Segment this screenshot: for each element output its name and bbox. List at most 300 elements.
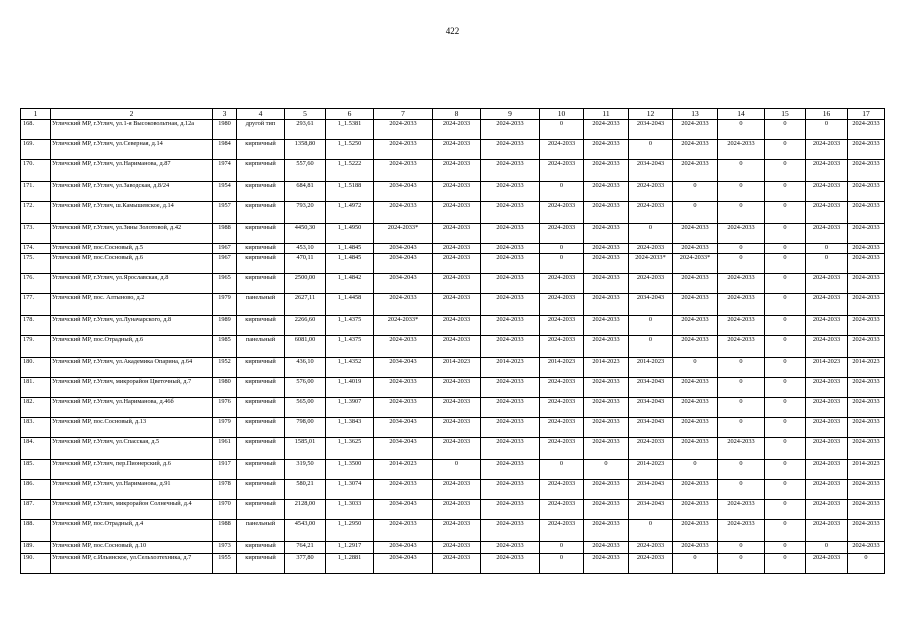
table-cell: 2024-2033 bbox=[433, 336, 481, 358]
table-cell: 0 bbox=[718, 418, 765, 438]
table-cell: 2024-2033 bbox=[673, 378, 718, 398]
column-header: 9 bbox=[481, 109, 540, 120]
table-cell: 1_1.4972 bbox=[326, 202, 374, 224]
table-cell: 2024-2033 bbox=[433, 160, 481, 182]
table-cell: 2024-2033 bbox=[540, 418, 584, 438]
row-number-cell: 168. bbox=[21, 120, 51, 140]
table-cell: 2024-2033 bbox=[481, 378, 540, 398]
column-header: 2 bbox=[51, 109, 213, 120]
table-cell: 2034-2043 bbox=[374, 542, 433, 554]
table-cell: 2014-2023 bbox=[374, 460, 433, 480]
column-header: 3 bbox=[213, 109, 237, 120]
table-cell: 0 bbox=[765, 378, 806, 398]
table-cell: 2024-2033 bbox=[540, 140, 584, 160]
table-cell: 2024-2033 bbox=[433, 182, 481, 202]
column-header: 17 bbox=[848, 109, 885, 120]
table-cell: 2024-2033 bbox=[374, 120, 433, 140]
table-cell: 2014-2023 bbox=[584, 358, 629, 378]
table-cell: 0 bbox=[806, 244, 848, 254]
table-cell: 2024-2033 bbox=[584, 224, 629, 244]
table-cell: 1985 bbox=[213, 336, 237, 358]
table-cell: кирпичный bbox=[237, 244, 285, 254]
table-cell: 2024-2033 bbox=[374, 160, 433, 182]
address-cell: Угличский МР, г.Углич, ш.Камышевское, д.14 bbox=[51, 202, 213, 224]
table-cell: 1967 bbox=[213, 254, 237, 274]
table-cell: 2014-2023 bbox=[848, 358, 885, 378]
table-cell: 2034-2043 bbox=[629, 480, 673, 500]
table-cell: 436,10 bbox=[285, 358, 326, 378]
table-cell: 2024-2033 bbox=[806, 398, 848, 418]
table-cell: 0 bbox=[765, 254, 806, 274]
table-cell: 2266,60 bbox=[285, 316, 326, 336]
table-cell: 2024-2033 bbox=[584, 336, 629, 358]
table-cell: 0 bbox=[765, 140, 806, 160]
row-number-cell: 188. bbox=[21, 520, 51, 542]
table-row bbox=[21, 500, 885, 520]
table-row bbox=[21, 520, 885, 542]
table-cell: 0 bbox=[718, 182, 765, 202]
table-cell: 2024-2033 bbox=[848, 120, 885, 140]
table-row bbox=[21, 254, 885, 274]
table-cell: 2024-2033 bbox=[540, 480, 584, 500]
table-cell: 2024-2033 bbox=[481, 224, 540, 244]
table-row bbox=[21, 224, 885, 244]
table-cell: 0 bbox=[673, 554, 718, 574]
table-cell: 0 bbox=[673, 202, 718, 224]
table-cell: 2024-2033 bbox=[374, 336, 433, 358]
table-row bbox=[21, 336, 885, 358]
table-row bbox=[21, 358, 885, 378]
table-cell: 2024-2033* bbox=[673, 254, 718, 274]
table-cell: 0 bbox=[765, 418, 806, 438]
table-cell: 2024-2033 bbox=[481, 182, 540, 202]
address-cell: Угличский МР, г.Углич, микрорайон Солнечный, д.4 bbox=[51, 500, 213, 520]
address-cell: Угличский МР, г.Углич, ул.1-я Высоковольтная, д.12а bbox=[51, 120, 213, 140]
table-cell: 2034-2043 bbox=[374, 244, 433, 254]
table-cell: 2024-2033 bbox=[584, 140, 629, 160]
column-header: 4 bbox=[237, 109, 285, 120]
table-cell: 2024-2033 bbox=[584, 418, 629, 438]
table-cell: 0 bbox=[718, 480, 765, 500]
table-cell: 2024-2033 bbox=[848, 542, 885, 554]
table-cell: 0 bbox=[765, 480, 806, 500]
table-cell: 2024-2033 bbox=[433, 542, 481, 554]
table-cell: 2024-2033 bbox=[481, 520, 540, 542]
table-cell: 2024-2033 bbox=[584, 182, 629, 202]
table-cell: 1917 bbox=[213, 460, 237, 480]
table-cell: 2024-2033 bbox=[584, 160, 629, 182]
table-cell: 1980 bbox=[213, 378, 237, 398]
table-cell: 2024-2033 bbox=[806, 160, 848, 182]
row-number-cell: 189. bbox=[21, 542, 51, 554]
table-cell: 2014-2023 bbox=[848, 460, 885, 480]
table-cell: 1358,80 bbox=[285, 140, 326, 160]
table-cell: 2014-2023 bbox=[806, 358, 848, 378]
table-row bbox=[21, 120, 885, 140]
table-cell: 2024-2033 bbox=[673, 120, 718, 140]
table-cell: кирпичный bbox=[237, 358, 285, 378]
table-cell: 2024-2033 bbox=[584, 378, 629, 398]
table-cell: 2024-2033 bbox=[433, 480, 481, 500]
address-cell: Угличский МР, г.Углич, ул.Спасская, д.5 bbox=[51, 438, 213, 460]
table-cell: 1988 bbox=[213, 520, 237, 542]
table-cell: 2024-2033 bbox=[848, 140, 885, 160]
table-cell: 2024-2033 bbox=[718, 224, 765, 244]
table-cell: 576,00 bbox=[285, 378, 326, 398]
table-cell: кирпичный bbox=[237, 182, 285, 202]
row-number-cell: 183. bbox=[21, 418, 51, 438]
table-cell: 2024-2033 bbox=[848, 520, 885, 542]
address-cell: Угличский МР, г.Углич, ул.Нариманова, д.87 bbox=[51, 160, 213, 182]
table-cell: 470,11 bbox=[285, 254, 326, 274]
table-cell: 2024-2033 bbox=[481, 438, 540, 460]
table-cell: 2024-2033 bbox=[806, 554, 848, 574]
table-cell: 2024-2033 bbox=[718, 520, 765, 542]
table-cell: 0 bbox=[765, 160, 806, 182]
table-cell: 2024-2033 bbox=[540, 520, 584, 542]
table-cell: 2024-2033 bbox=[806, 480, 848, 500]
table-cell: кирпичный bbox=[237, 438, 285, 460]
table-cell: 2024-2033 bbox=[584, 120, 629, 140]
table-cell: 2024-2033 bbox=[848, 224, 885, 244]
address-cell: Угличский МР, пос. Алтыново, д.2 bbox=[51, 294, 213, 316]
table-cell: 2014-2023 bbox=[481, 358, 540, 378]
table-cell: 2024-2033 bbox=[718, 316, 765, 336]
table-cell: 2024-2033 bbox=[673, 398, 718, 418]
table-cell: 2024-2033 bbox=[718, 500, 765, 520]
table-cell: 2014-2023 bbox=[629, 460, 673, 480]
address-cell: Угличский МР, г.Углич, ул.Луначарского, д.8 bbox=[51, 316, 213, 336]
row-number-cell: 181. bbox=[21, 378, 51, 398]
table-cell: 2024-2033 bbox=[481, 160, 540, 182]
table-cell: 2024-2033 bbox=[848, 182, 885, 202]
table-cell: 2024-2033 bbox=[433, 398, 481, 418]
table-cell: 0 bbox=[584, 460, 629, 480]
table-cell: 0 bbox=[765, 182, 806, 202]
table-cell: 2024-2033 bbox=[481, 542, 540, 554]
row-number-cell: 185. bbox=[21, 460, 51, 480]
table-cell: кирпичный bbox=[237, 140, 285, 160]
table-cell: 2024-2033 bbox=[540, 294, 584, 316]
table-cell: 1_1.4458 bbox=[326, 294, 374, 316]
table-cell: 2024-2033 bbox=[584, 274, 629, 294]
table-cell: 2034-2043 bbox=[629, 500, 673, 520]
table-cell: 2024-2033 bbox=[848, 418, 885, 438]
row-number-cell: 169. bbox=[21, 140, 51, 160]
table-cell: кирпичный bbox=[237, 224, 285, 244]
table-cell: 0 bbox=[718, 254, 765, 274]
table-row bbox=[21, 316, 885, 336]
table-cell: 2034-2043 bbox=[374, 500, 433, 520]
row-number-cell: 190. bbox=[21, 554, 51, 574]
table-cell: 2024-2033 bbox=[481, 336, 540, 358]
table-cell: 2024-2033 bbox=[433, 378, 481, 398]
table-cell: 1_1.4375 bbox=[326, 316, 374, 336]
table-cell: 0 bbox=[433, 460, 481, 480]
table-cell: 2024-2033 bbox=[540, 274, 584, 294]
table-cell: 2024-2033 bbox=[433, 520, 481, 542]
table-cell: 0 bbox=[673, 358, 718, 378]
table-cell: 319,50 bbox=[285, 460, 326, 480]
table-cell: 0 bbox=[540, 554, 584, 574]
column-header: 6 bbox=[326, 109, 374, 120]
table-row bbox=[21, 160, 885, 182]
table-cell: 2024-2033 bbox=[806, 336, 848, 358]
table-cell: 2024-2033 bbox=[374, 378, 433, 398]
table-cell: 2024-2033* bbox=[374, 224, 433, 244]
table-cell: 2024-2033 bbox=[540, 500, 584, 520]
table-cell: 2024-2033 bbox=[629, 542, 673, 554]
table-cell: 1_1.3843 bbox=[326, 418, 374, 438]
table-cell: кирпичный bbox=[237, 274, 285, 294]
table-cell: 2024-2033 bbox=[481, 254, 540, 274]
table-cell: 1585,01 bbox=[285, 438, 326, 460]
table-cell: 2024-2033* bbox=[374, 316, 433, 336]
table-cell: кирпичный bbox=[237, 460, 285, 480]
table-cell: 2024-2033 bbox=[848, 244, 885, 254]
table-cell: 2024-2033 bbox=[673, 542, 718, 554]
table-cell: 0 bbox=[765, 294, 806, 316]
table-cell: 2024-2033 bbox=[848, 480, 885, 500]
table-cell: 2024-2033 bbox=[673, 274, 718, 294]
table-cell: 2024-2033 bbox=[584, 202, 629, 224]
table-cell: 1_1.3500 bbox=[326, 460, 374, 480]
table-cell: 2024-2033 bbox=[848, 160, 885, 182]
table-cell: 2024-2033 bbox=[848, 254, 885, 274]
table-cell: 2024-2033 bbox=[481, 316, 540, 336]
table-cell: 2024-2033 bbox=[848, 378, 885, 398]
table-cell: 0 bbox=[765, 520, 806, 542]
table-cell: 0 bbox=[806, 254, 848, 274]
table-cell: 2024-2033 bbox=[540, 336, 584, 358]
address-cell: Угличский МР, г.Углич, пер.Пионерский, д.6 bbox=[51, 460, 213, 480]
address-cell: Угличский МР, г.Углич, микрорайон Цветочный, д.7 bbox=[51, 378, 213, 398]
table-cell: 2024-2033 bbox=[718, 140, 765, 160]
table-cell: 2034-2043 bbox=[374, 254, 433, 274]
table-cell: 2024-2033 bbox=[629, 202, 673, 224]
table-cell: 2034-2043 bbox=[629, 418, 673, 438]
table-cell: 2024-2033 bbox=[540, 224, 584, 244]
table-cell: 2024-2033 bbox=[629, 182, 673, 202]
table-cell: 2024-2033 bbox=[848, 500, 885, 520]
table-row bbox=[21, 460, 885, 480]
address-cell: Угличский МР, г.Углич, ул.Академика Опарина, д.64 bbox=[51, 358, 213, 378]
table-cell: 2024-2033 bbox=[806, 316, 848, 336]
table-cell: 1_1.5188 bbox=[326, 182, 374, 202]
row-number-cell: 171. bbox=[21, 182, 51, 202]
table-cell: 0 bbox=[629, 336, 673, 358]
table-cell: 0 bbox=[765, 120, 806, 140]
table-cell: 2024-2033 bbox=[433, 554, 481, 574]
table-cell: 0 bbox=[540, 120, 584, 140]
table-cell: 2024-2033 bbox=[374, 520, 433, 542]
table-cell: 2024-2033 bbox=[718, 294, 765, 316]
table-cell: 4450,30 bbox=[285, 224, 326, 244]
table-cell: кирпичный bbox=[237, 480, 285, 500]
row-number-cell: 174. bbox=[21, 244, 51, 254]
table-cell: 0 bbox=[718, 398, 765, 418]
address-cell: Угличский МР, г.Углич, ул.Нариманова, д.91 bbox=[51, 480, 213, 500]
table-cell: кирпичный bbox=[237, 160, 285, 182]
table-cell: 2024-2033 bbox=[673, 244, 718, 254]
row-number-cell: 177. bbox=[21, 294, 51, 316]
table-cell: 2024-2033 bbox=[848, 274, 885, 294]
table-cell: 1_1.4019 bbox=[326, 378, 374, 398]
address-cell: Угличский МР, г.Углич, ул.Заводская, д.8/24 bbox=[51, 182, 213, 202]
table-cell: 2024-2033 bbox=[806, 438, 848, 460]
table-cell: 2034-2043 bbox=[374, 274, 433, 294]
table-cell: 1_1.5222 bbox=[326, 160, 374, 182]
table-row bbox=[21, 244, 885, 254]
table-cell: 2024-2033 bbox=[540, 160, 584, 182]
table-cell: 1970 bbox=[213, 500, 237, 520]
table-cell: 1_1.2881 bbox=[326, 554, 374, 574]
table-cell: 2024-2033 bbox=[584, 438, 629, 460]
address-cell: Угличский МР, пос.Сосновый, д.13 bbox=[51, 418, 213, 438]
table-cell: 2024-2033 bbox=[673, 160, 718, 182]
address-cell: Угличский МР, г.Углич, ул.Зины Золотовой, д.42 bbox=[51, 224, 213, 244]
table-cell: 2034-2043 bbox=[374, 182, 433, 202]
table-cell: 2024-2033 bbox=[673, 418, 718, 438]
column-header: 12 bbox=[629, 109, 673, 120]
row-number-cell: 172. bbox=[21, 202, 51, 224]
table-cell: 2024-2033 bbox=[481, 120, 540, 140]
table-cell: 2024-2033 bbox=[673, 480, 718, 500]
table-cell: 2034-2043 bbox=[629, 378, 673, 398]
table-cell: 2024-2033 bbox=[433, 202, 481, 224]
table-cell: 2034-2043 bbox=[374, 554, 433, 574]
table-cell: 0 bbox=[765, 438, 806, 460]
table-cell: 2024-2033 bbox=[584, 520, 629, 542]
table-cell: 2024-2033* bbox=[629, 254, 673, 274]
table-cell: 2024-2033 bbox=[848, 316, 885, 336]
table-cell: 2024-2033 bbox=[433, 500, 481, 520]
table-cell: 0 bbox=[765, 460, 806, 480]
table-cell: 2024-2033 bbox=[481, 554, 540, 574]
table-cell: 2024-2033 bbox=[584, 398, 629, 418]
table-cell: 1_1.5381 bbox=[326, 120, 374, 140]
table-cell: 2024-2033 bbox=[481, 480, 540, 500]
row-number-cell: 187. bbox=[21, 500, 51, 520]
table-cell: 2024-2033 bbox=[673, 140, 718, 160]
table-cell: 2024-2033 bbox=[374, 480, 433, 500]
table-cell: 2024-2033 bbox=[718, 336, 765, 358]
table-cell: 1_1.4845 bbox=[326, 254, 374, 274]
table-cell: 2024-2033 bbox=[481, 202, 540, 224]
table-cell: 0 bbox=[806, 542, 848, 554]
table-cell: 2034-2043 bbox=[374, 438, 433, 460]
table-cell: 2024-2033 bbox=[584, 554, 629, 574]
table-cell: 2024-2033 bbox=[584, 316, 629, 336]
table-cell: 0 bbox=[629, 224, 673, 244]
table-cell: 0 bbox=[540, 244, 584, 254]
table-cell: панельный bbox=[237, 294, 285, 316]
table-cell: 2024-2033 bbox=[540, 398, 584, 418]
table-cell: 2024-2033 bbox=[806, 520, 848, 542]
table-cell: 1_1.4950 bbox=[326, 224, 374, 244]
table-cell: 0 bbox=[540, 182, 584, 202]
table-cell: 2024-2033 bbox=[584, 500, 629, 520]
table-cell: 2024-2033 bbox=[374, 398, 433, 418]
table-cell: 2024-2033 bbox=[673, 520, 718, 542]
table-row bbox=[21, 438, 885, 460]
table-cell: 2024-2033 bbox=[584, 294, 629, 316]
table-cell: 0 bbox=[765, 224, 806, 244]
table-cell: 2024-2033 bbox=[673, 316, 718, 336]
table-cell: 1984 bbox=[213, 140, 237, 160]
table-cell: 684,81 bbox=[285, 182, 326, 202]
table-cell: 2024-2033 bbox=[433, 140, 481, 160]
table-cell: 0 bbox=[765, 542, 806, 554]
table-cell: 2024-2033 bbox=[848, 202, 885, 224]
row-number-cell: 182. bbox=[21, 398, 51, 418]
table-cell: кирпичный bbox=[237, 254, 285, 274]
table-cell: 1_1.4375 bbox=[326, 336, 374, 358]
table-cell: 2024-2033 bbox=[481, 274, 540, 294]
address-cell: Угличский МР, пос.Сосновый, д.5 bbox=[51, 244, 213, 254]
table-cell: 798,00 bbox=[285, 418, 326, 438]
table-cell: 2024-2033 bbox=[806, 202, 848, 224]
table-cell: 2024-2033 bbox=[673, 294, 718, 316]
table-cell: 2024-2033 bbox=[540, 438, 584, 460]
table-cell: 2034-2043 bbox=[374, 418, 433, 438]
column-header: 11 bbox=[584, 109, 629, 120]
table-cell: 6081,00 bbox=[285, 336, 326, 358]
table-cell: 2024-2033 bbox=[629, 274, 673, 294]
table-cell: 1_1.3907 bbox=[326, 398, 374, 418]
table-cell: 2024-2033 bbox=[806, 274, 848, 294]
column-header: 8 bbox=[433, 109, 481, 120]
table-cell: 1_1.3074 bbox=[326, 480, 374, 500]
table-cell: 0 bbox=[540, 542, 584, 554]
table-cell: 2024-2033 bbox=[481, 500, 540, 520]
table-cell: 565,00 bbox=[285, 398, 326, 418]
table-cell: другой тип bbox=[237, 120, 285, 140]
column-header: 10 bbox=[540, 109, 584, 120]
table-row bbox=[21, 274, 885, 294]
table-cell: 2024-2033 bbox=[481, 460, 540, 480]
table-cell: 0 bbox=[718, 244, 765, 254]
table-cell: 1952 bbox=[213, 358, 237, 378]
column-header: 14 bbox=[718, 109, 765, 120]
column-header: 15 bbox=[765, 109, 806, 120]
table-cell: 0 bbox=[765, 316, 806, 336]
table-cell: 2024-2033 bbox=[540, 316, 584, 336]
table-cell: 2024-2033 bbox=[481, 418, 540, 438]
table-cell: 2128,00 bbox=[285, 500, 326, 520]
column-header: 16 bbox=[806, 109, 848, 120]
table-cell: 0 bbox=[718, 378, 765, 398]
table-cell: 0 bbox=[540, 254, 584, 274]
table-cell: 1_1.3625 bbox=[326, 438, 374, 460]
table-cell: панельный bbox=[237, 336, 285, 358]
address-cell: Угличский МР, г.Углич, ул.Северная, д.14 bbox=[51, 140, 213, 160]
table-cell: кирпичный bbox=[237, 542, 285, 554]
table-cell: 0 bbox=[765, 554, 806, 574]
row-number-cell: 176. bbox=[21, 274, 51, 294]
table-cell: 2014-2023 bbox=[433, 358, 481, 378]
table-cell: 0 bbox=[765, 202, 806, 224]
table-cell: 2024-2033 bbox=[806, 500, 848, 520]
table-cell: 1957 bbox=[213, 202, 237, 224]
table-cell: 2034-2043 bbox=[629, 294, 673, 316]
table-cell: 2024-2033 bbox=[629, 554, 673, 574]
housing-repair-schedule-table bbox=[20, 108, 885, 574]
column-header: 13 bbox=[673, 109, 718, 120]
table-cell: 0 bbox=[718, 160, 765, 182]
table-cell: 2024-2033 bbox=[584, 254, 629, 274]
table-cell: 0 bbox=[765, 500, 806, 520]
